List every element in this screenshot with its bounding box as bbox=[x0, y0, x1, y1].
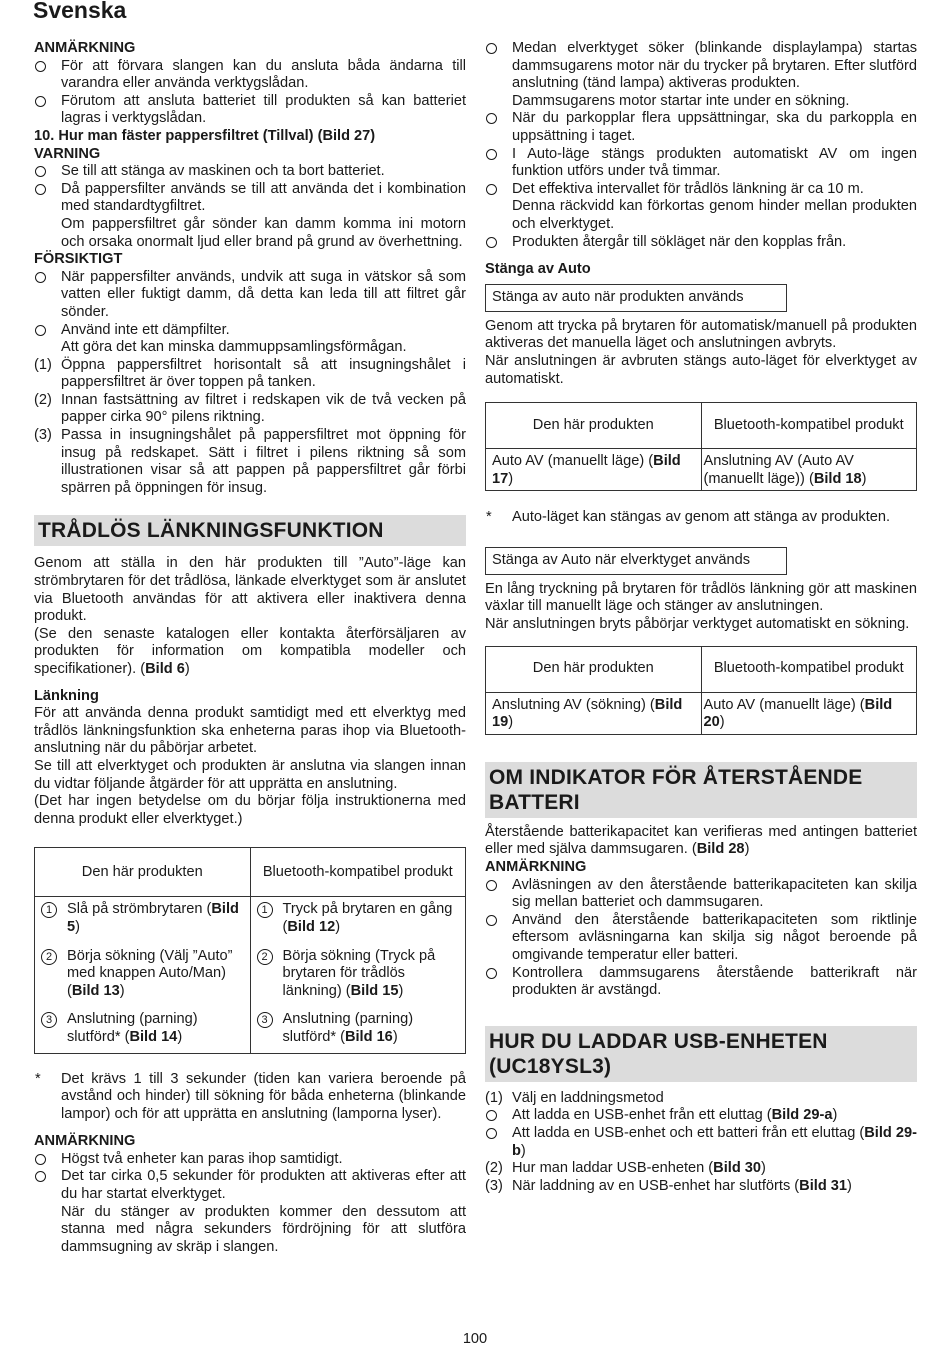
section-heading-usb: HUR DU LADDAR USB-ENHETEN (UC18YSL3) bbox=[485, 1026, 917, 1082]
list-item: Att ladda en USB-enhet och ett batteri från ett eluttag (Bild 29-b) bbox=[485, 1125, 917, 1160]
list-item: Produkten återgår till sökläget när den kopplas från. bbox=[485, 234, 917, 252]
table-header: Bluetooth-kompatibel produkt bbox=[250, 848, 466, 897]
numbered-step: (1) Öppna pappersfiltret horisontalt så att insugningshålet i pappersfiltret är över toppen på tanken. bbox=[34, 356, 466, 391]
numbered-step: (2) Hur man laddar USB-enheten (Bild 30) bbox=[485, 1160, 766, 1177]
list-item: Avläsningen av den återstående batterikapaciteten kan skilja sig mellan batteriet och dammsugaren. bbox=[485, 877, 917, 912]
circle-bullet-icon bbox=[486, 968, 497, 979]
circle-bullet-icon bbox=[486, 184, 497, 195]
paragraph: Återstående batterikapacitet kan verifieras med antingen batteriet eller med själva dammsugaren. (Bild 28) bbox=[485, 823, 917, 858]
list-item: Förutom att ansluta batteriet till produkten så kan batteriet lagras i verktygslådan. bbox=[34, 93, 466, 128]
table-auto-off-product bbox=[485, 402, 917, 491]
list-item: Att ladda en USB-enhet från ett eluttag (Bild 29-a) bbox=[485, 1107, 917, 1125]
circle-bullet-icon bbox=[35, 1154, 46, 1165]
list-item: Det tar cirka 0,5 sekunder för produkten att aktiveras efter att du har startat elverktyget. bbox=[34, 1168, 466, 1203]
list-item: I Auto-läge stängs produkten automatiskt AV om ingen funktion utförs under två timmar. bbox=[485, 146, 917, 181]
paragraph: För att använda denna produkt samtidigt med ett elverktyg med trådlös länkningsfunktion ska enheterna paras ihop via Bluetooth-anslutning när du påbörjar arbetet. bbox=[34, 705, 466, 757]
circled-number: 1 bbox=[41, 902, 57, 918]
list-item: För att förvara slangen kan du ansluta båda ändarna till varandra eller använda verktygslådan. bbox=[34, 58, 466, 93]
list-item: Medan elverktyget söker (blinkande displaylampa) startas dammsugarens motor när du trycker på brytaren. Efter slutförd anslutning (tänd lampa) aktiveras produkten. bbox=[485, 40, 917, 93]
paragraph: (Se den senaste katalogen eller kontakta återförsäljaren av produkten för information om kompatibla modeller och specifikationer). (Bild 6) bbox=[34, 625, 466, 677]
list-item-continuation: Dammsugarens motor startar inte under en sökning. bbox=[512, 92, 850, 109]
list-item: Se till att stänga av maskinen och ta bort batteriet. bbox=[34, 163, 466, 181]
left-column bbox=[34, 40, 466, 1256]
circled-number: 2 bbox=[257, 949, 273, 965]
list-item-continuation: När du stänger av produkten kommer den dessutom att stanna med några sekunders fördröjning för att slutföra dammsugning av skräp i slangen. bbox=[61, 1203, 466, 1255]
circle-bullet-icon bbox=[35, 96, 46, 107]
list-item: Det effektiva intervallet för trådlös länkning är ca 10 m. bbox=[485, 181, 917, 199]
circle-bullet-icon bbox=[486, 1110, 497, 1121]
circle-bullet-icon bbox=[486, 915, 497, 926]
table-header: Bluetooth-kompatibel produkt bbox=[701, 403, 917, 449]
table-header: Den här produkten bbox=[35, 848, 251, 897]
numbered-step: (3) När laddning av en USB-enhet har slutförts (Bild 31) bbox=[485, 1177, 852, 1194]
stop-auto-label: Stänga av Auto bbox=[485, 261, 591, 278]
circled-number: 3 bbox=[41, 1012, 57, 1028]
linking-label: Länkning bbox=[34, 687, 99, 704]
right-column bbox=[485, 40, 917, 1195]
list-item: Kontrollera dammsugarens återstående batterikraft när produkten är avstängd. bbox=[485, 965, 917, 1000]
table-auto-off-tool bbox=[485, 646, 917, 735]
circle-bullet-icon bbox=[35, 61, 46, 72]
subheading-box: Stänga av auto när produkten används bbox=[485, 284, 787, 312]
caution-label: FÖRSIKTIGT bbox=[34, 251, 123, 268]
paragraph: När anslutningen bryts påbörjar verktyget automatiskt en sökning. bbox=[485, 616, 910, 633]
pairing-table bbox=[34, 847, 466, 1053]
paragraph: Se till att elverktyget och produkten är anslutna via slangen innan du vidtar följande åtgärder för att upprätta en anslutning. bbox=[34, 757, 466, 792]
paragraph: När anslutningen är avbruten stängs auto-läget för elverktyget av automatiskt. bbox=[485, 352, 917, 387]
page-language-title: Svenska bbox=[33, 0, 127, 23]
list-item: Då pappersfilter används se till att använda det i kombination med standardtygfiltret. bbox=[34, 181, 466, 216]
circle-bullet-icon bbox=[35, 166, 46, 177]
note-label: ANMÄRKNING bbox=[485, 859, 587, 876]
circled-number: 1 bbox=[257, 902, 273, 918]
note-label: ANMÄRKNING bbox=[34, 40, 136, 56]
section-heading-wireless: TRÅDLÖS LÄNKNINGSFUNKTION bbox=[34, 515, 466, 546]
circle-bullet-icon bbox=[35, 184, 46, 195]
section-heading-battery: OM INDIKATOR FÖR ÅTERSTÅENDE BATTERI bbox=[485, 762, 917, 818]
table-header: Bluetooth-kompatibel produkt bbox=[701, 646, 917, 692]
table-cell: 1 Slå på strömbrytaren (Bild 5) 2 Börja sökning (Välj ”Auto” med knappen Auto/Man) (Bild 13) 3 Anslutning (parning) slutförd* (Bild 14) bbox=[35, 897, 251, 1053]
table-cell: 1 Tryck på brytaren en gång (Bild 12) 2 Börja sökning (Tryck på brytaren för trådlös länkning) (Bild 15) 3 Anslutning (parning) slutförd* (Bild 16) bbox=[250, 897, 466, 1053]
numbered-step: (2) Innan fastsättning av filtret i redskapen vik de två vecken på papper cirka 90° pilens riktning. bbox=[34, 391, 466, 426]
table-cell: Auto AV (manuellt läge) (Bild 20) bbox=[701, 692, 917, 734]
footnote: * Det krävs 1 till 3 sekunder (tiden kan variera beroende på avstånd och hinder) till sökning för båda enheterna (blinkande lampor) och för att upprätta en anslutning (lamporna lyser). bbox=[35, 1070, 466, 1122]
circle-bullet-icon bbox=[486, 880, 497, 891]
page-number: 100 bbox=[462, 1331, 488, 1347]
list-item-continuation: Denna räckvidd kan förkortas genom hinder mellan produkten och elverktyget. bbox=[512, 198, 917, 232]
warning-label: VARNING bbox=[34, 145, 101, 162]
footnote: * Auto-läget kan stängas av genom att stänga av produkten. bbox=[486, 509, 891, 526]
circle-bullet-icon bbox=[35, 325, 46, 336]
note-label: ANMÄRKNING bbox=[34, 1133, 136, 1150]
circle-bullet-icon bbox=[35, 1171, 46, 1182]
table-cell: Auto AV (manuellt läge) (Bild 17) bbox=[486, 449, 702, 491]
table-header: Den här produkten bbox=[486, 646, 702, 692]
list-item: Använd den återstående batterikapaciteten som riktlinje eftersom avläsningarna kan skilja sig något beroende på omgivande temperatur eller batteri. bbox=[485, 912, 917, 965]
numbered-step: (1) Välj en laddningsmetod bbox=[485, 1089, 664, 1106]
list-item: Använd inte ett dämpfilter. bbox=[34, 322, 466, 340]
numbered-step: (3) Passa in insugningshålet på pappersfiltret mot öppning för insug på redskapet. Sätt i filtret i pilens riktning så som illustrationen visar så att pappen på pappersfiltret går förbi spärren på öppningen för insug. bbox=[34, 427, 466, 496]
paragraph: (Det har ingen betydelse om du börjar följa instruktionerna med denna produkt eller elverktyget.) bbox=[34, 793, 466, 827]
paragraph: Genom att ställa in den här produkten till ”Auto”-läge kan strömbrytaren för det trådlösa, länkade elverktyget som är anslutet via Bluetooth användas för att aktivera eller inaktivera denna produkt. bbox=[34, 555, 466, 625]
table-cell: Anslutning AV (Auto AV (manuellt läge)) (Bild 18) bbox=[701, 449, 917, 491]
circle-bullet-icon bbox=[486, 149, 497, 160]
list-item: Högst två enheter kan paras ihop samtidigt. bbox=[34, 1151, 466, 1169]
list-item-continuation: Att göra det kan minska dammuppsamlingsförmågan. bbox=[61, 339, 407, 356]
table-header: Den här produkten bbox=[486, 403, 702, 449]
list-item-continuation: Om pappersfiltret går sönder kan damm komma ini motorn och orsaka onormalt ljud eller brand på grund av överhettning. bbox=[61, 215, 466, 250]
circled-number: 3 bbox=[257, 1012, 273, 1028]
circle-bullet-icon bbox=[486, 237, 497, 248]
table-cell: Anslutning AV (sökning) (Bild 19) bbox=[486, 692, 702, 734]
circle-bullet-icon bbox=[486, 43, 497, 54]
circle-bullet-icon bbox=[486, 1128, 497, 1139]
circle-bullet-icon bbox=[35, 272, 46, 283]
list-item: När pappersfilter används, undvik att suga in vätskor så som vatten eller fuktigt damm, då detta kan leda till att filtret går sönder. bbox=[34, 269, 466, 322]
list-item: När du parkopplar flera uppsättningar, ska du parkoppla en uppsättning i taget. bbox=[485, 110, 917, 145]
circle-bullet-icon bbox=[486, 113, 497, 124]
circled-number: 2 bbox=[41, 949, 57, 965]
paragraph: Genom att trycka på brytaren för automatisk/manuell på produkten aktiveras det manuella läget och anslutningen avbryts. bbox=[485, 317, 917, 352]
section-title: 10. Hur man fäster pappersfiltret (Tillval) (Bild 27) bbox=[34, 127, 376, 144]
subheading-box: Stänga av Auto när elverktyget används bbox=[485, 547, 787, 575]
paragraph: En lång tryckning på brytaren för trådlös länkning gör att maskinen växlar till manuellt läge och stänger av anslutningen. bbox=[485, 580, 917, 615]
